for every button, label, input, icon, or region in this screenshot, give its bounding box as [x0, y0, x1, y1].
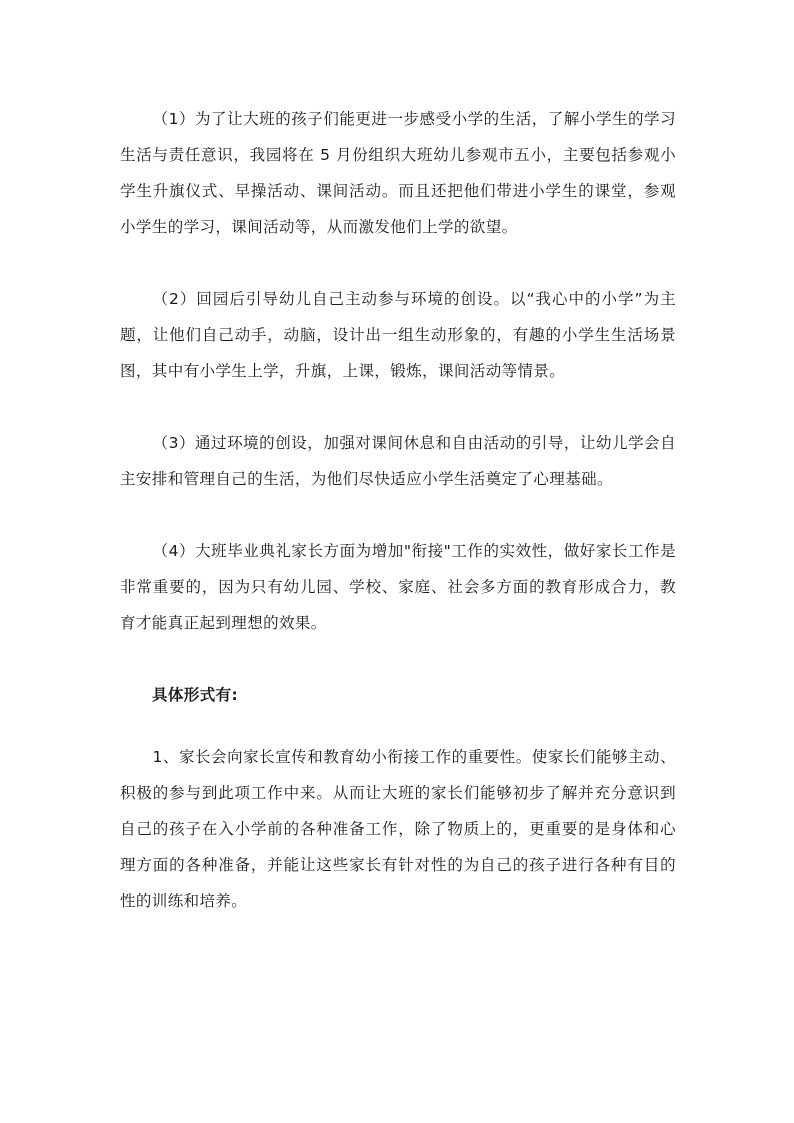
- paragraph-4: （4）大班毕业典礼家长方面为增加"衔接"工作的实效性，做好家长工作是非常重要的，因为只有幼儿园、学校、家庭、社会多方面的教育形成合力，教育才能真正起到理想的效果。: [120, 542, 676, 632]
- paragraph-3: （3）通过环境的创设，加强对课间休息和自由活动的引导，让幼儿学会自主安排和管理自己的生活，为他们尽快适应小学生活奠定了心理基础。: [120, 434, 676, 488]
- section-heading: 具体形式有:: [152, 686, 239, 704]
- paragraph-5: 1、家长会向家长宣传和教育幼小衔接工作的重要性。使家长们能够主动、积极的参与到此项工作中来。从而让大班的家长们能够初步了解并充分意识到自己的孩子在入小学前的各种准备工作，除了物质上的，更重要的是身体和心理方面的各种准备，并能让这些家长有针对性的为自己的孩子进行各种有目的性的训练和培养。: [120, 748, 676, 910]
- paragraph-1: （1）为了让大班的孩子们能更进一步感受小学的生活，了解小学生的学习生活与责任意识，我园将在 5 月份组织大班幼儿参观市五小，主要包括参观小学生升旗仪式、早操活动、课间活动。而且还把他们带进小学生的课堂，参观小学生的学习，课间活动等，从而激发他们上学的欲望。: [120, 110, 676, 236]
- paragraph-2: （2）回园后引导幼儿自己主动参与环境的创设。以“我心中的小学”为主题，让他们自己动手，动脑，设计出一组生动形象的，有趣的小学生生活场景图，其中有小学生上学，升旗，上课，锻炼，课间活动等情景。: [120, 290, 676, 380]
